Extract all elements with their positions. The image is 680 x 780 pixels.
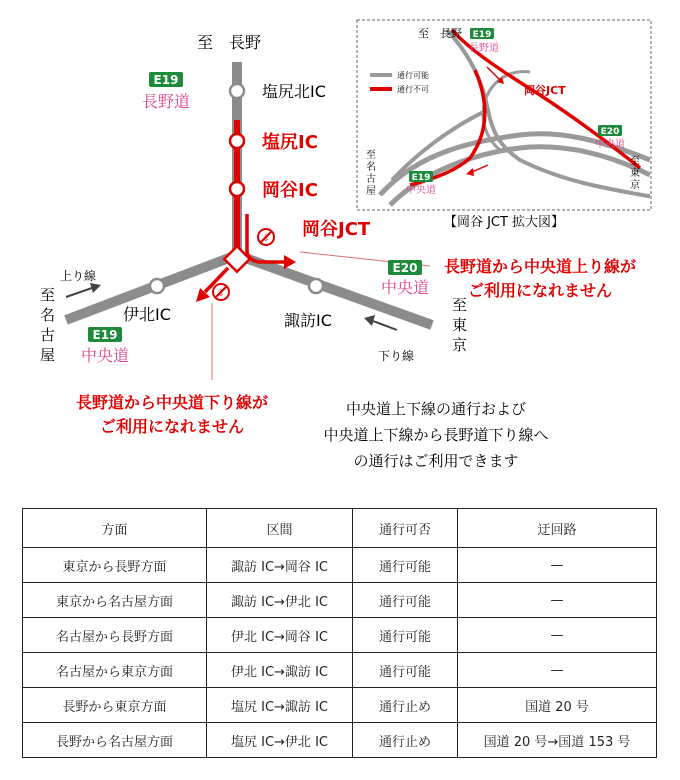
closure-table <box>22 508 657 758</box>
badge-text: E19 <box>92 328 118 342</box>
table-body <box>23 548 657 758</box>
inset-to-nagoya: 至 名 古 屋 <box>366 150 376 197</box>
road-name-nagano: 長野道 <box>141 92 191 111</box>
table-cell: 伊北 IC→岡谷 IC <box>207 618 353 653</box>
no-entry-icon <box>213 284 229 300</box>
table-row <box>23 653 657 688</box>
table-cell: 東京から長野方面 <box>23 548 207 583</box>
table-cell: 通行可能 <box>353 548 458 583</box>
table-cell: — <box>458 548 657 583</box>
up-line-arrow <box>66 283 101 297</box>
inset-to-tokyo: 至 東 京 <box>630 156 640 191</box>
notice-down-line-1: 長野道から中央道下り線が <box>75 393 269 412</box>
table-cell: — <box>458 653 657 688</box>
inset-road-chuo-west: 中央道 <box>406 185 436 196</box>
table-row <box>23 548 657 583</box>
badge-text: E19 <box>472 30 492 40</box>
col-header-direction: 方面 <box>23 509 207 548</box>
inset-legend-ng: 通行不可 <box>397 85 429 94</box>
inset-to-nagano: 至 長野 <box>418 27 462 40</box>
down-line-arrow <box>364 315 397 330</box>
to-nagano-label: 至 長野 <box>196 33 262 52</box>
table-cell: 諏訪 IC→伊北 IC <box>207 583 353 618</box>
table-cell: 塩尻 IC→伊北 IC <box>207 723 353 758</box>
to-nagoya-label: 至 名 古 屋 <box>40 286 56 364</box>
road-name-chuo-east: 中央道 <box>380 278 430 297</box>
table-cell: 通行止め <box>353 723 458 758</box>
ic-marker-inakita <box>150 279 164 293</box>
ic-marker-shiojiri-kita <box>230 84 244 98</box>
table-row <box>23 583 657 618</box>
ic-marker-okaya <box>230 182 244 196</box>
table-cell: — <box>458 618 657 653</box>
ic-label-suwa: 諏訪IC <box>284 311 332 330</box>
up-line-label: 上り線 <box>60 269 97 283</box>
table-cell: 名古屋から東京方面 <box>23 653 207 688</box>
table-header-row <box>23 509 657 548</box>
table-cell: 通行可能 <box>353 583 458 618</box>
table-cell: — <box>458 583 657 618</box>
road-name-chuo-west: 中央道 <box>80 346 130 365</box>
table-cell: 塩尻 IC→諏訪 IC <box>207 688 353 723</box>
table-cell: 長野から名古屋方面 <box>23 723 207 758</box>
col-header-detour: 迂回路 <box>458 509 657 548</box>
ic-marker-shiojiri <box>230 134 244 148</box>
table-cell: 長野から東京方面 <box>23 688 207 723</box>
ic-label-okaya: 岡谷IC <box>262 180 318 201</box>
notice-down-line-2: ご利用になれません <box>99 417 245 436</box>
inset-jct-label: 岡谷JCT <box>524 84 566 97</box>
inset-road-chuo-east: 中央道 <box>595 139 625 150</box>
info-line-2: 中央道上下線から長野道下り線へ <box>323 426 549 444</box>
ic-label-shiojiri: 塩尻IC <box>262 132 318 153</box>
notice-up-line-2: ご利用になれません <box>467 281 613 300</box>
table-cell: 国道 20 号→国道 153 号 <box>458 723 657 758</box>
inset-legend-ok: 通行可能 <box>397 71 429 80</box>
inset-caption: 【岡谷 JCT 拡大図】 <box>443 215 565 230</box>
table-cell: 東京から名古屋方面 <box>23 583 207 618</box>
no-entry-icon <box>258 229 274 245</box>
table-row <box>23 723 657 758</box>
table-row <box>23 618 657 653</box>
table-cell: 通行止め <box>353 688 458 723</box>
table-row <box>23 688 657 723</box>
to-tokyo-label: 至 東 京 <box>452 296 468 354</box>
jct-inset <box>357 20 660 210</box>
down-line-label: 下り線 <box>378 349 415 363</box>
inset-road-nagano: 長野道 <box>469 43 499 54</box>
table-cell: 通行可能 <box>353 618 458 653</box>
jct-label: 岡谷JCT <box>302 219 371 240</box>
table-cell: 国道 20 号 <box>458 688 657 723</box>
table-cell: 名古屋から長野方面 <box>23 618 207 653</box>
svg-text:⇩: ⇩ <box>217 289 225 299</box>
info-line-3: の通行はご利用できます <box>353 452 519 470</box>
badge-text: E20 <box>600 127 620 137</box>
badge-text: E19 <box>411 173 431 183</box>
table-cell: 通行可能 <box>353 653 458 688</box>
col-header-section: 区間 <box>207 509 353 548</box>
ic-marker-suwa <box>309 279 323 293</box>
ic-label-shiojiri-kita: 塩尻北IC <box>262 82 326 101</box>
notice-up-line-1: 長野道から中央道上り線が <box>443 257 637 276</box>
table-cell: 伊北 IC→諏訪 IC <box>207 653 353 688</box>
badge-text: E19 <box>153 73 179 87</box>
table-cell: 諏訪 IC→岡谷 IC <box>207 548 353 583</box>
info-line-1: 中央道上下線の通行および <box>345 400 527 418</box>
ic-label-inakita: 伊北IC <box>123 305 171 324</box>
badge-text: E20 <box>392 261 418 275</box>
col-header-status: 通行可否 <box>353 509 458 548</box>
svg-text:⇩: ⇩ <box>262 234 270 244</box>
